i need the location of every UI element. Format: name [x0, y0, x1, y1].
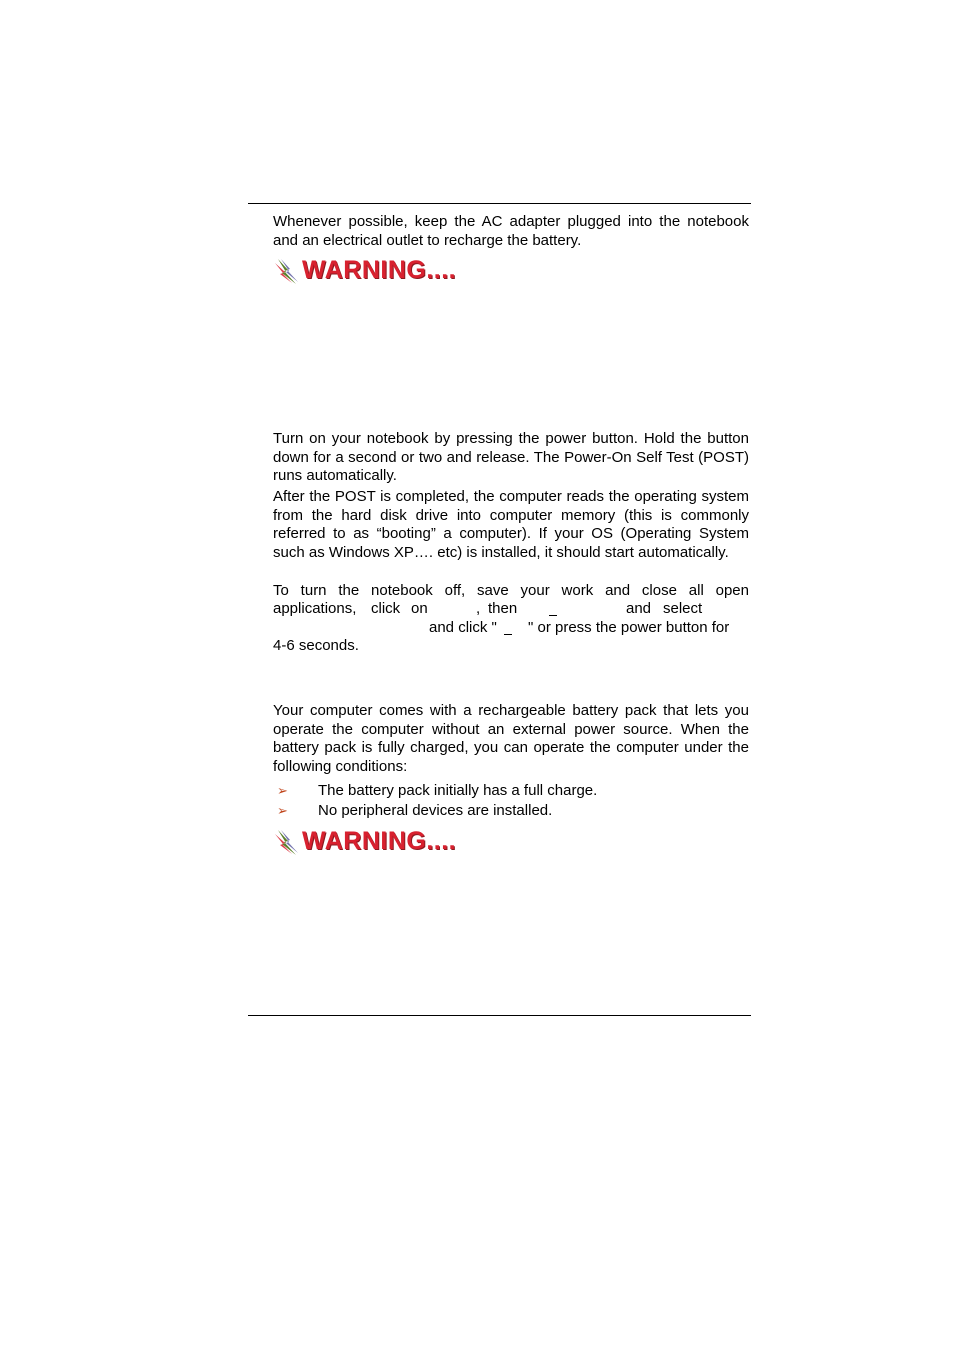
bottom-rule	[248, 1015, 751, 1016]
underline-mark	[549, 615, 557, 616]
power-off-word: and	[626, 600, 652, 617]
power-off-word: select	[663, 600, 703, 617]
warning-banner-1	[273, 256, 473, 290]
arrow-bullet-icon: ➢	[277, 783, 288, 798]
warning-label: WARNING....	[302, 256, 457, 284]
warning-bolt-icon	[274, 258, 300, 286]
power-off-line-4: 4-6 seconds.	[273, 637, 359, 654]
power-off-word: click	[371, 600, 401, 617]
power-off-word: on	[411, 600, 428, 617]
power-on-paragraph-2: After the POST is completed, the computer reads the operating system from the hard disk drive into computer memory (this is commonly referred to as “booting” a computer). If your OS (Operating System such as Windows XP…. etc) is installed, it should start automatically.	[273, 488, 749, 561]
power-on-paragraph-1: Turn on your notebook by pressing the power button. Hold the button down for a second or two and release. The Power-On Self Test (POST) runs automatically.	[273, 430, 749, 484]
power-off-word: ,	[476, 600, 481, 617]
intro-paragraph: Whenever possible, keep the AC adapter plugged into the notebook and an electrical outlet to recharge the battery.	[273, 213, 749, 249]
top-rule	[248, 203, 751, 204]
underline-mark	[504, 634, 512, 635]
warning-label: WARNING....	[302, 827, 457, 855]
power-off-line-1: To turn the notebook off, save your work and close all open	[273, 582, 749, 599]
power-off-word: and click "	[429, 619, 497, 636]
arrow-bullet-icon: ➢	[277, 803, 288, 818]
battery-paragraph: Your computer comes with a rechargeable battery pack that lets you operate the computer without an external power source. When the battery pack is fully charged, you can operate the computer under the following conditions:	[273, 702, 749, 775]
bullet-text: The battery pack initially has a full charge.	[318, 782, 598, 799]
power-off-word: " or press the power button for	[528, 619, 730, 636]
warning-banner-2	[273, 827, 473, 861]
power-off-word: then	[488, 600, 518, 617]
power-off-word: applications,	[273, 600, 357, 617]
bullet-text: No peripheral devices are installed.	[318, 802, 553, 819]
warning-bolt-icon	[274, 829, 300, 857]
